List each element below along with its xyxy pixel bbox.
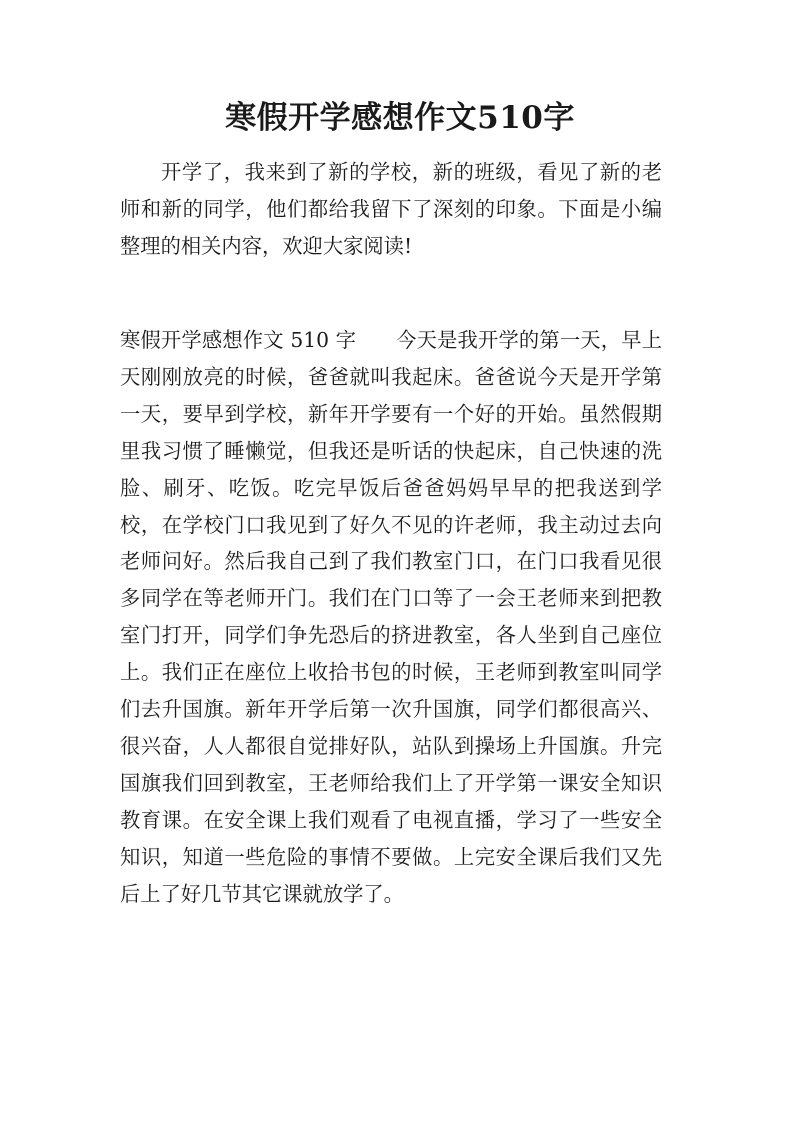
- essay-paragraph: [120, 322, 662, 913]
- section-body: 今天是我开学的第一天，早上天刚刚放亮的时候，爸爸就叫我起床。爸爸说今天是开学第一天，要早到学校，新年开学要有一个好的开始。虽然假期里我习惯了睡懒觉，但我还是听话的快起床，自己快速的洗脸、刷牙、吃饭。吃完早饭后爸爸妈妈早早的把我送到学校，在学校门口我见到了好久不见的许老师，我主动过去向老师问好。然后我自己到了我们教室门口，在门口我看见很多同学在等老师开门。我们在门口等了一会王老师来到把教室门打开，同学们争先恐后的挤进教室，各人坐到自己座位上。我们正在座位上收拾书包的时候，王老师到教室叫同学们去升国旗。新年开学后第一次升国旗，同学们都很高兴、很兴奋，人人都很自觉排好队，站队到操场上升国旗。升完国旗我们回到教室，王老师给我们上了开学第一课安全知识教育课。在安全课上我们观看了电视直播，学习了一些安全知识，知道一些危险的事情不要做。上完安全课后我们又先后上了好几节其它课就放学了。: [120, 328, 662, 906]
- section-heading: 寒假开学感想作文 510 字: [120, 328, 357, 352]
- document-title: 寒假开学感想作文510字: [225, 100, 575, 136]
- intro-paragraph: 开学了，我来到了新的学校，新的班级，看见了新的老师和新的同学，他们都给我留下了深刻的印象。下面是小编整理的相关内容，欢迎大家阅读!: [120, 160, 662, 258]
